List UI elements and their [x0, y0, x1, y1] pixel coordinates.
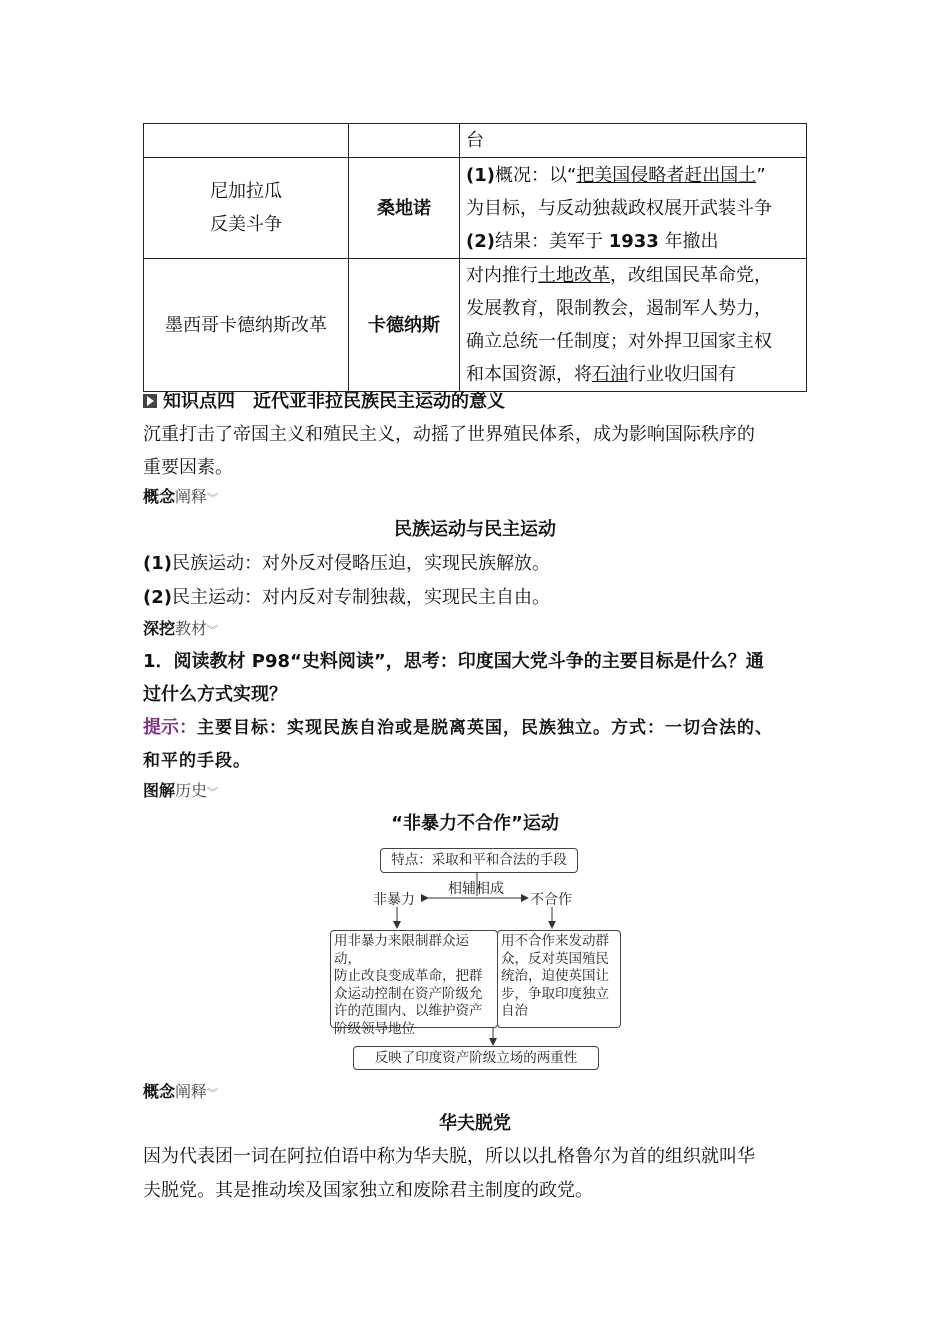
table-cell-leader: 卡德纳斯 [349, 259, 460, 392]
text: 概况：以“ [494, 164, 577, 186]
cell-line: 反美斗争 [210, 214, 282, 235]
table-cell: 台 [460, 124, 807, 158]
cell-line: 尼加拉瓜 [210, 181, 282, 202]
tag-light: 阐释 [175, 487, 208, 506]
feature-box: 特点：采取和平和合法的手段 [380, 848, 578, 873]
box-line: 防止改良变成革命，把群 [334, 968, 483, 984]
question-line: 1．阅读教材 P98“史料阅读”，思考：印度国大党斗争的主要目标是什么？通 [143, 651, 764, 672]
diagram-title: “非暴力不合作”运动 [391, 813, 559, 834]
noncooperation-label: 不合作 [530, 892, 572, 908]
conclusion-box: 反映了印度资产阶级立场的两重性 [353, 1046, 599, 1070]
tag-light: 教材 [175, 619, 208, 638]
text: ” [756, 164, 766, 186]
double-chevron-down-icon: ︾ [207, 1087, 219, 1100]
concept-tag [143, 1076, 823, 1110]
box-line: 众，反对英国殖民 [501, 950, 609, 967]
complement-label: 相辅相成 [448, 881, 504, 897]
box-line: 步，争取印度独立 [501, 985, 609, 1002]
paragraph-line: 沉重打击了帝国主义和殖民主义，动摇了世界殖民体系，成为影响国际秩序的 [143, 424, 755, 445]
paragraph-line: 夫脱党。其是推动埃及国家独立和废除君主制度的政党。 [143, 1180, 593, 1201]
year: 1933 [608, 230, 659, 252]
double-chevron-down-icon: ︾ [207, 492, 219, 505]
table-cell-leader: 桑地诺 [349, 158, 460, 259]
text: 行业收归国有 [628, 364, 736, 385]
tag-light: 阐释 [175, 1082, 208, 1101]
text: 结果：美军于 [494, 230, 603, 252]
box-line: 阶级领导地位 [334, 1020, 415, 1037]
box-line: 许的范围内、以维护资产 [334, 1003, 483, 1019]
item-number: (1) [143, 553, 172, 574]
box-line: 众运动控制在资产阶级允 [334, 985, 483, 1002]
box-line: 统治，迫使英国让 [501, 968, 609, 984]
item-number: (2) [143, 587, 172, 608]
cell-line: 发展教育，限制教会，遏制军人势力， [466, 298, 772, 319]
table-cell-country: 墨西哥卡德纳斯改革 [144, 259, 349, 392]
double-chevron-down-icon: ︾ [207, 624, 219, 637]
box-line: 用不合作来发动群 [501, 933, 609, 949]
underlined-term: 石油 [592, 364, 628, 385]
underlined-term: 把美国侵略者赶出国土 [576, 164, 757, 186]
tag-strong: 概念 [143, 487, 176, 506]
item-number: (2) [466, 230, 495, 252]
tag-strong: 深挖 [143, 619, 176, 638]
cell-line: 为目标，与反动独裁政权展开武装斗争 [466, 197, 772, 219]
paragraph-line: 重要因素。 [143, 457, 233, 478]
question-line: 过什么方式实现？ [143, 684, 287, 705]
item-text: 民族运动：对外反对侵略压迫，实现民族解放。 [171, 553, 550, 574]
paragraph-line: 因为代表团一词在阿拉伯语中称为华夫脱，所以以扎格鲁尔为首的组织就叫华 [143, 1146, 755, 1167]
nonviolence-box [330, 930, 498, 1037]
tag-strong: 图解 [143, 781, 176, 800]
noncooperation-box [497, 930, 621, 1028]
text: 和本国资源，将 [466, 364, 592, 385]
nonviolence-label: 非暴力 [373, 892, 415, 908]
text: ，改组国民革命党， [610, 265, 772, 286]
box-line: 自治 [501, 1003, 528, 1019]
underlined-term: 土地改革 [538, 265, 610, 286]
text: 对内推行 [466, 265, 538, 286]
hint-text: 主要目标：实现民族自治或是脱离英国，民族独立。方式：一切合法的、 [197, 718, 773, 738]
tag-light: 历史 [175, 781, 208, 800]
section-title: 知识点四 近代亚非拉民族民主运动的意义 [163, 391, 505, 412]
text: 年撤出 [664, 230, 719, 252]
item-text: 民主运动：对内反对专制独裁，实现民主自由。 [171, 587, 550, 608]
concept-title: 华夫脱党 [439, 1113, 511, 1134]
hint-label: 提示： [143, 717, 197, 738]
double-chevron-down-icon: ︾ [207, 786, 219, 799]
item-number: (1) [466, 164, 495, 186]
hint-line: 和平的手段。 [143, 751, 251, 771]
concept-title: 民族运动与民主运动 [394, 519, 556, 540]
box-line: 用非暴力来限制群众运动， [334, 933, 469, 967]
cell-line: 确立总统一任制度；对外捍卫国家主权 [466, 331, 772, 352]
tag-strong: 概念 [143, 1082, 176, 1101]
